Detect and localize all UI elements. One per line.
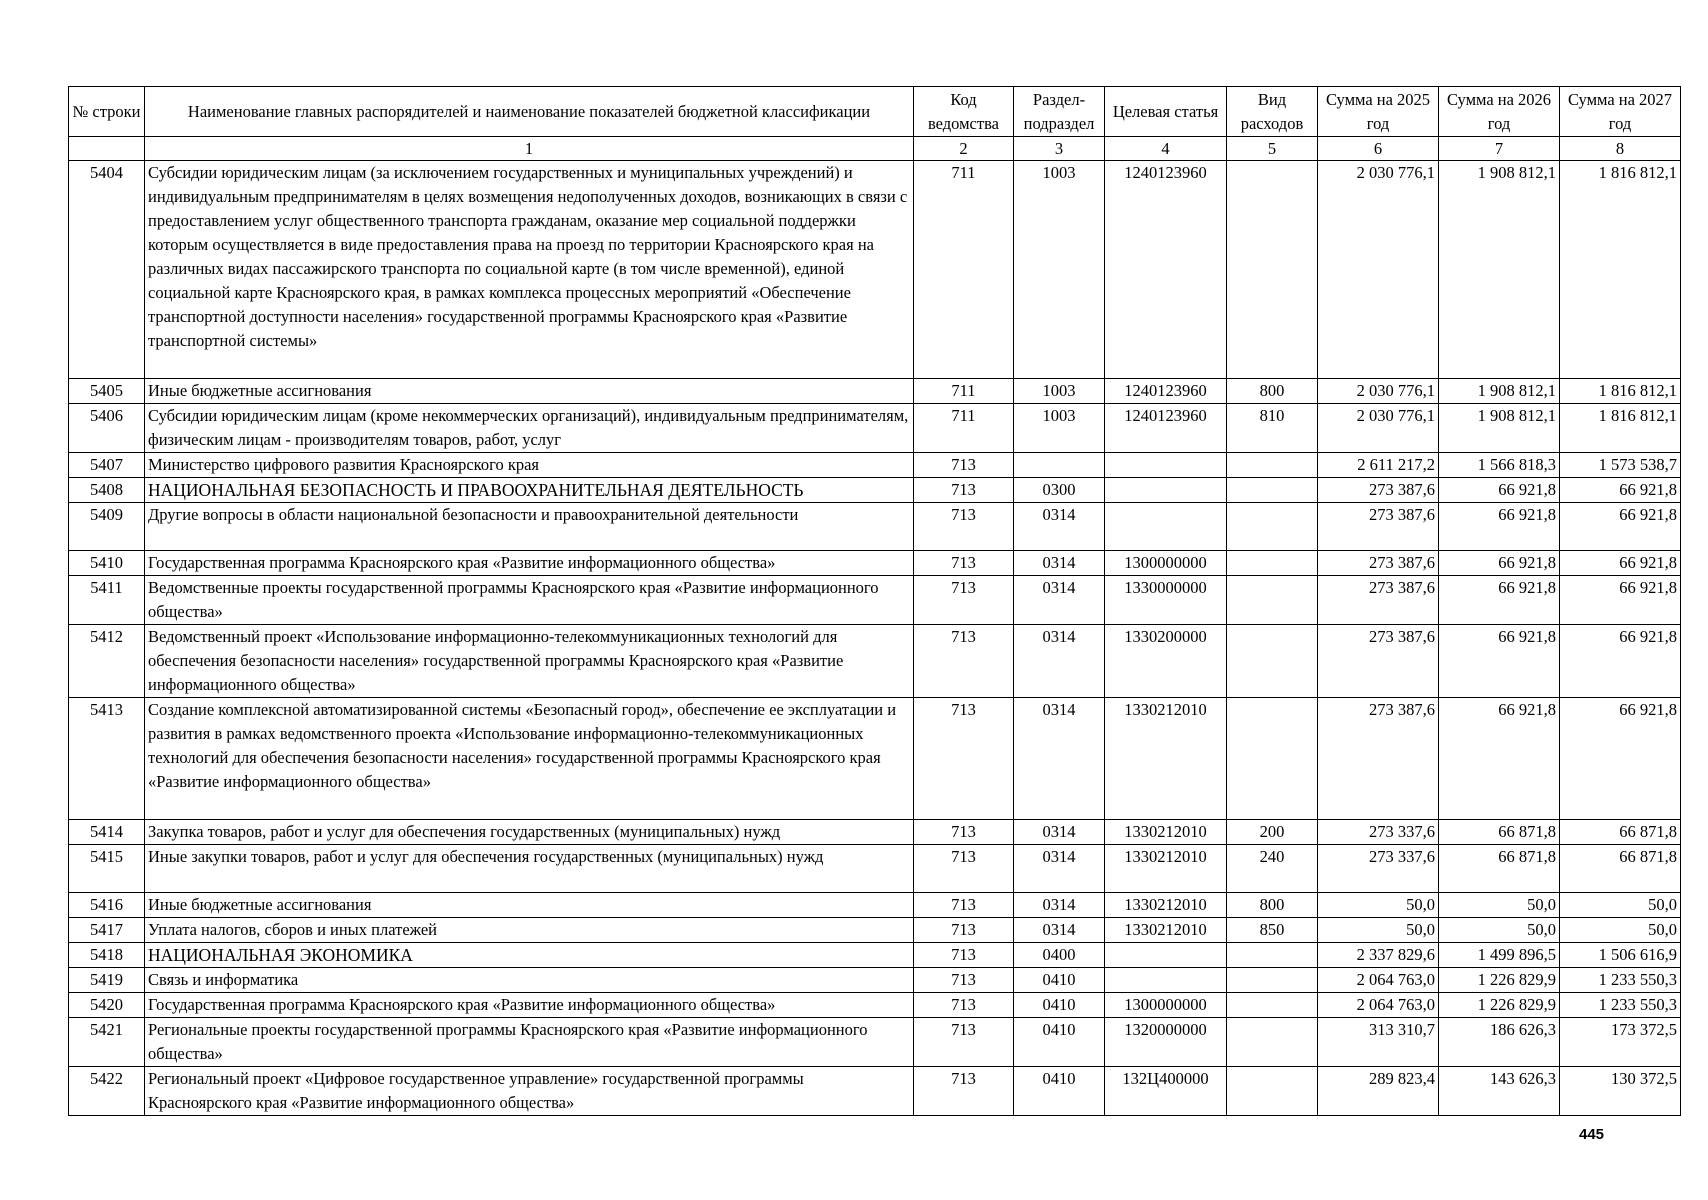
sum-2027: 66 921,8 [1560,478,1681,503]
section-code: 0410 [1014,1018,1105,1067]
department-code: 713 [914,478,1014,503]
target-article: 1330212010 [1105,893,1227,918]
department-code: 713 [914,918,1014,943]
sum-2027: 66 871,8 [1560,820,1681,845]
sum-2026: 50,0 [1439,893,1560,918]
table-row [69,576,1681,625]
section-code: 0410 [1014,968,1105,993]
expense-type [1227,625,1318,698]
department-code: 713 [914,943,1014,968]
row-number: 5408 [69,478,145,503]
sum-2025: 50,0 [1318,918,1439,943]
expense-type [1227,161,1318,379]
section-code: 1003 [1014,161,1105,379]
section-code: 0314 [1014,551,1105,576]
sum-2026: 1 226 829,9 [1439,993,1560,1018]
expense-type: 240 [1227,845,1318,893]
sum-2026: 143 626,3 [1439,1067,1560,1116]
row-number: 5421 [69,1018,145,1067]
column-number: 1 [145,137,914,161]
row-number: 5416 [69,893,145,918]
row-name: Государственная программа Красноярского края «Развитие информационного общества» [145,551,914,576]
header-section: Раздел- подраздел [1014,87,1105,137]
sum-2027: 1 233 550,3 [1560,968,1681,993]
sum-2026: 50,0 [1439,918,1560,943]
sum-2026: 66 921,8 [1439,503,1560,551]
sum-2026: 186 626,3 [1439,1018,1560,1067]
sum-2025: 2 030 776,1 [1318,379,1439,404]
sum-2026: 1 226 829,9 [1439,968,1560,993]
sum-2027: 173 372,5 [1560,1018,1681,1067]
table-row [69,1018,1681,1067]
column-number-row [69,137,1681,161]
row-number: 5414 [69,820,145,845]
sum-2026: 66 921,8 [1439,625,1560,698]
target-article: 1240123960 [1105,379,1227,404]
sum-2025: 273 387,6 [1318,625,1439,698]
sum-2025: 273 387,6 [1318,478,1439,503]
section-code: 1003 [1014,404,1105,453]
table-row [69,404,1681,453]
sum-2026: 66 921,8 [1439,478,1560,503]
sum-2025: 2 030 776,1 [1318,161,1439,379]
table-row [69,453,1681,478]
row-name: НАЦИОНАЛЬНАЯ БЕЗОПАСНОСТЬ И ПРАВООХРАНИТЕЛЬНАЯ ДЕЯТЕЛЬНОСТЬ [145,478,914,503]
target-article: 1330212010 [1105,820,1227,845]
section-code: 0314 [1014,625,1105,698]
row-name: Ведомственный проект «Использование информационно-телекоммуникационных технологий для обеспечения безопасности населения» государственной программы Красноярского края «Развитие информационного общества» [145,625,914,698]
column-number: 8 [1560,137,1681,161]
row-name: Ведомственные проекты государственной программы Красноярского края «Развитие информационного общества» [145,576,914,625]
sum-2026: 66 871,8 [1439,845,1560,893]
section-code: 0314 [1014,576,1105,625]
sum-2027: 1 816 812,1 [1560,161,1681,379]
row-number: 5420 [69,993,145,1018]
target-article: 1240123960 [1105,161,1227,379]
row-name: Субсидии юридическим лицам (кроме некоммерческих организаций), индивидуальным предпринимателям, физическим лицам - производителям товаров, работ, услуг [145,404,914,453]
column-number: 7 [1439,137,1560,161]
section-code [1014,453,1105,478]
table-row [69,503,1681,551]
sum-2027: 130 372,5 [1560,1067,1681,1116]
sum-2027: 66 921,8 [1560,503,1681,551]
section-code: 0314 [1014,893,1105,918]
header-sum-2025: Сумма на 2025 год [1318,87,1439,137]
sum-2027: 66 871,8 [1560,845,1681,893]
department-code: 713 [914,551,1014,576]
sum-2025: 2 611 217,2 [1318,453,1439,478]
sum-2026: 66 921,8 [1439,576,1560,625]
row-number: 5415 [69,845,145,893]
section-code: 0314 [1014,845,1105,893]
target-article: 1300000000 [1105,993,1227,1018]
table-row [69,161,1681,379]
sum-2027: 66 921,8 [1560,698,1681,820]
sum-2027: 66 921,8 [1560,625,1681,698]
row-number: 5418 [69,943,145,968]
expense-type [1227,1018,1318,1067]
sum-2025: 2 030 776,1 [1318,404,1439,453]
table-row [69,845,1681,893]
column-number-blank [69,137,145,161]
expense-type: 810 [1227,404,1318,453]
table-body [69,161,1681,1116]
table-row [69,478,1681,503]
target-article [1105,943,1227,968]
target-article: 1330000000 [1105,576,1227,625]
row-name: Государственная программа Красноярского края «Развитие информационного общества» [145,993,914,1018]
row-number: 5413 [69,698,145,820]
sum-2026: 1 566 818,3 [1439,453,1560,478]
header-row [69,87,1681,137]
sum-2025: 273 387,6 [1318,698,1439,820]
sum-2026: 66 871,8 [1439,820,1560,845]
sum-2026: 1 908 812,1 [1439,379,1560,404]
department-code: 713 [914,503,1014,551]
department-code: 713 [914,698,1014,820]
header-name: Наименование главных распорядителей и наименование показателей бюджетной классификации [145,87,914,137]
row-name: Иные бюджетные ассигнования [145,893,914,918]
target-article [1105,453,1227,478]
header-sum-2027: Сумма на 2027 год [1560,87,1681,137]
target-article: 132Ц400000 [1105,1067,1227,1116]
row-name: Создание комплексной автоматизированной системы «Безопасный город», обеспечение ее эксплуатации и развития в рамках ведомственного проекта «Использование информационно-телекоммуникационных технологий для обеспечения безопасности населения» государственной программы Красноярского края «Развитие информационного общества» [145,698,914,820]
row-number: 5419 [69,968,145,993]
target-article: 1330212010 [1105,918,1227,943]
sum-2025: 313 310,7 [1318,1018,1439,1067]
table-row [69,625,1681,698]
row-number: 5417 [69,918,145,943]
header-department-code: Код ведомства [914,87,1014,137]
row-name: Региональный проект «Цифровое государственное управление» государственной программы Красноярского края «Развитие информационного общества» [145,1067,914,1116]
section-code: 1003 [1014,379,1105,404]
row-name: Субсидии юридическим лицам (за исключением государственных и муниципальных учреждений) и индивидуальным предпринимателям в целях возмещения недополученных доходов, возникающих в связи с предоставлением услуг общественного транспорта гражданам, оказание мер социальной поддержки которым осуществляется в виде предоставления права на проезд по территории Красноярского края на различных видах пассажирского транспорта по социальной карте (в том числе временной), единой социальной карте Красноярского края, в рамках комплекса процессных мероприятий «Обеспечение транспортной доступности населения» государственной программы Красноярского края «Развитие транспортной системы» [145,161,914,379]
column-number: 5 [1227,137,1318,161]
sum-2027: 66 921,8 [1560,551,1681,576]
department-code: 713 [914,1067,1014,1116]
sum-2027: 50,0 [1560,893,1681,918]
row-name: Иные бюджетные ассигнования [145,379,914,404]
expense-type [1227,1067,1318,1116]
table-row [69,379,1681,404]
section-code: 0300 [1014,478,1105,503]
section-code: 0400 [1014,943,1105,968]
target-article: 1320000000 [1105,1018,1227,1067]
sum-2025: 273 387,6 [1318,503,1439,551]
table-row [69,918,1681,943]
row-name: НАЦИОНАЛЬНАЯ ЭКОНОМИКА [145,943,914,968]
row-number: 5404 [69,161,145,379]
sum-2027: 1 506 616,9 [1560,943,1681,968]
sum-2027: 1 233 550,3 [1560,993,1681,1018]
department-code: 711 [914,161,1014,379]
sum-2027: 1 573 538,7 [1560,453,1681,478]
target-article: 1300000000 [1105,551,1227,576]
target-article: 1330212010 [1105,845,1227,893]
row-number: 5422 [69,1067,145,1116]
expense-type [1227,993,1318,1018]
section-code: 0314 [1014,918,1105,943]
expense-type [1227,698,1318,820]
row-number: 5411 [69,576,145,625]
sum-2025: 2 064 763,0 [1318,993,1439,1018]
sum-2025: 273 337,6 [1318,820,1439,845]
row-name: Министерство цифрового развития Красноярского края [145,453,914,478]
department-code: 711 [914,379,1014,404]
sum-2026: 1 908 812,1 [1439,161,1560,379]
sum-2027: 66 921,8 [1560,576,1681,625]
target-article [1105,503,1227,551]
sum-2025: 50,0 [1318,893,1439,918]
expense-type [1227,968,1318,993]
department-code: 713 [914,820,1014,845]
sum-2026: 66 921,8 [1439,698,1560,820]
department-code: 713 [914,893,1014,918]
section-code: 0410 [1014,993,1105,1018]
sum-2026: 66 921,8 [1439,551,1560,576]
table-row [69,893,1681,918]
expense-type [1227,576,1318,625]
page-number: 445 [1579,1126,1605,1143]
sum-2027: 1 816 812,1 [1560,379,1681,404]
row-number: 5412 [69,625,145,698]
row-name: Связь и информатика [145,968,914,993]
table-row [69,551,1681,576]
expense-type: 200 [1227,820,1318,845]
row-number: 5406 [69,404,145,453]
row-name: Региональные проекты государственной программы Красноярского края «Развитие информационного общества» [145,1018,914,1067]
department-code: 713 [914,453,1014,478]
table-row [69,993,1681,1018]
sum-2026: 1 908 812,1 [1439,404,1560,453]
sum-2025: 273 387,6 [1318,551,1439,576]
row-number: 5409 [69,503,145,551]
table-row [69,1067,1681,1116]
target-article: 1330212010 [1105,698,1227,820]
expense-type: 800 [1227,379,1318,404]
row-name: Иные закупки товаров, работ и услуг для обеспечения государственных (муниципальных) нужд [145,845,914,893]
department-code: 711 [914,404,1014,453]
expense-type [1227,453,1318,478]
table-row [69,968,1681,993]
sum-2025: 273 387,6 [1318,576,1439,625]
expense-type [1227,943,1318,968]
table-row [69,698,1681,820]
row-name: Закупка товаров, работ и услуг для обеспечения государственных (муниципальных) нужд [145,820,914,845]
target-article: 1240123960 [1105,404,1227,453]
sum-2026: 1 499 896,5 [1439,943,1560,968]
section-code: 0314 [1014,698,1105,820]
table-row [69,943,1681,968]
column-number: 6 [1318,137,1439,161]
expense-type [1227,551,1318,576]
sum-2025: 289 823,4 [1318,1067,1439,1116]
department-code: 713 [914,1018,1014,1067]
row-number: 5410 [69,551,145,576]
department-code: 713 [914,968,1014,993]
column-number: 3 [1014,137,1105,161]
expense-type [1227,503,1318,551]
sum-2025: 2 064 763,0 [1318,968,1439,993]
column-number: 4 [1105,137,1227,161]
expense-type: 800 [1227,893,1318,918]
row-number: 5407 [69,453,145,478]
department-code: 713 [914,576,1014,625]
budget-table [68,86,1681,1116]
department-code: 713 [914,993,1014,1018]
target-article [1105,968,1227,993]
row-name: Уплата налогов, сборов и иных платежей [145,918,914,943]
department-code: 713 [914,845,1014,893]
section-code: 0410 [1014,1067,1105,1116]
target-article [1105,478,1227,503]
sum-2027: 50,0 [1560,918,1681,943]
department-code: 713 [914,625,1014,698]
sum-2025: 2 337 829,6 [1318,943,1439,968]
expense-type: 850 [1227,918,1318,943]
row-name: Другие вопросы в области национальной безопасности и правоохранительной деятельности [145,503,914,551]
table-row [69,820,1681,845]
header-row-number: № строки [69,87,145,137]
section-code: 0314 [1014,503,1105,551]
target-article: 1330200000 [1105,625,1227,698]
sum-2025: 273 337,6 [1318,845,1439,893]
row-number: 5405 [69,379,145,404]
column-number: 2 [914,137,1014,161]
header-target-article: Целевая статья [1105,87,1227,137]
expense-type [1227,478,1318,503]
sum-2027: 1 816 812,1 [1560,404,1681,453]
header-expense-type: Вид расходов [1227,87,1318,137]
header-sum-2026: Сумма на 2026 год [1439,87,1560,137]
section-code: 0314 [1014,820,1105,845]
